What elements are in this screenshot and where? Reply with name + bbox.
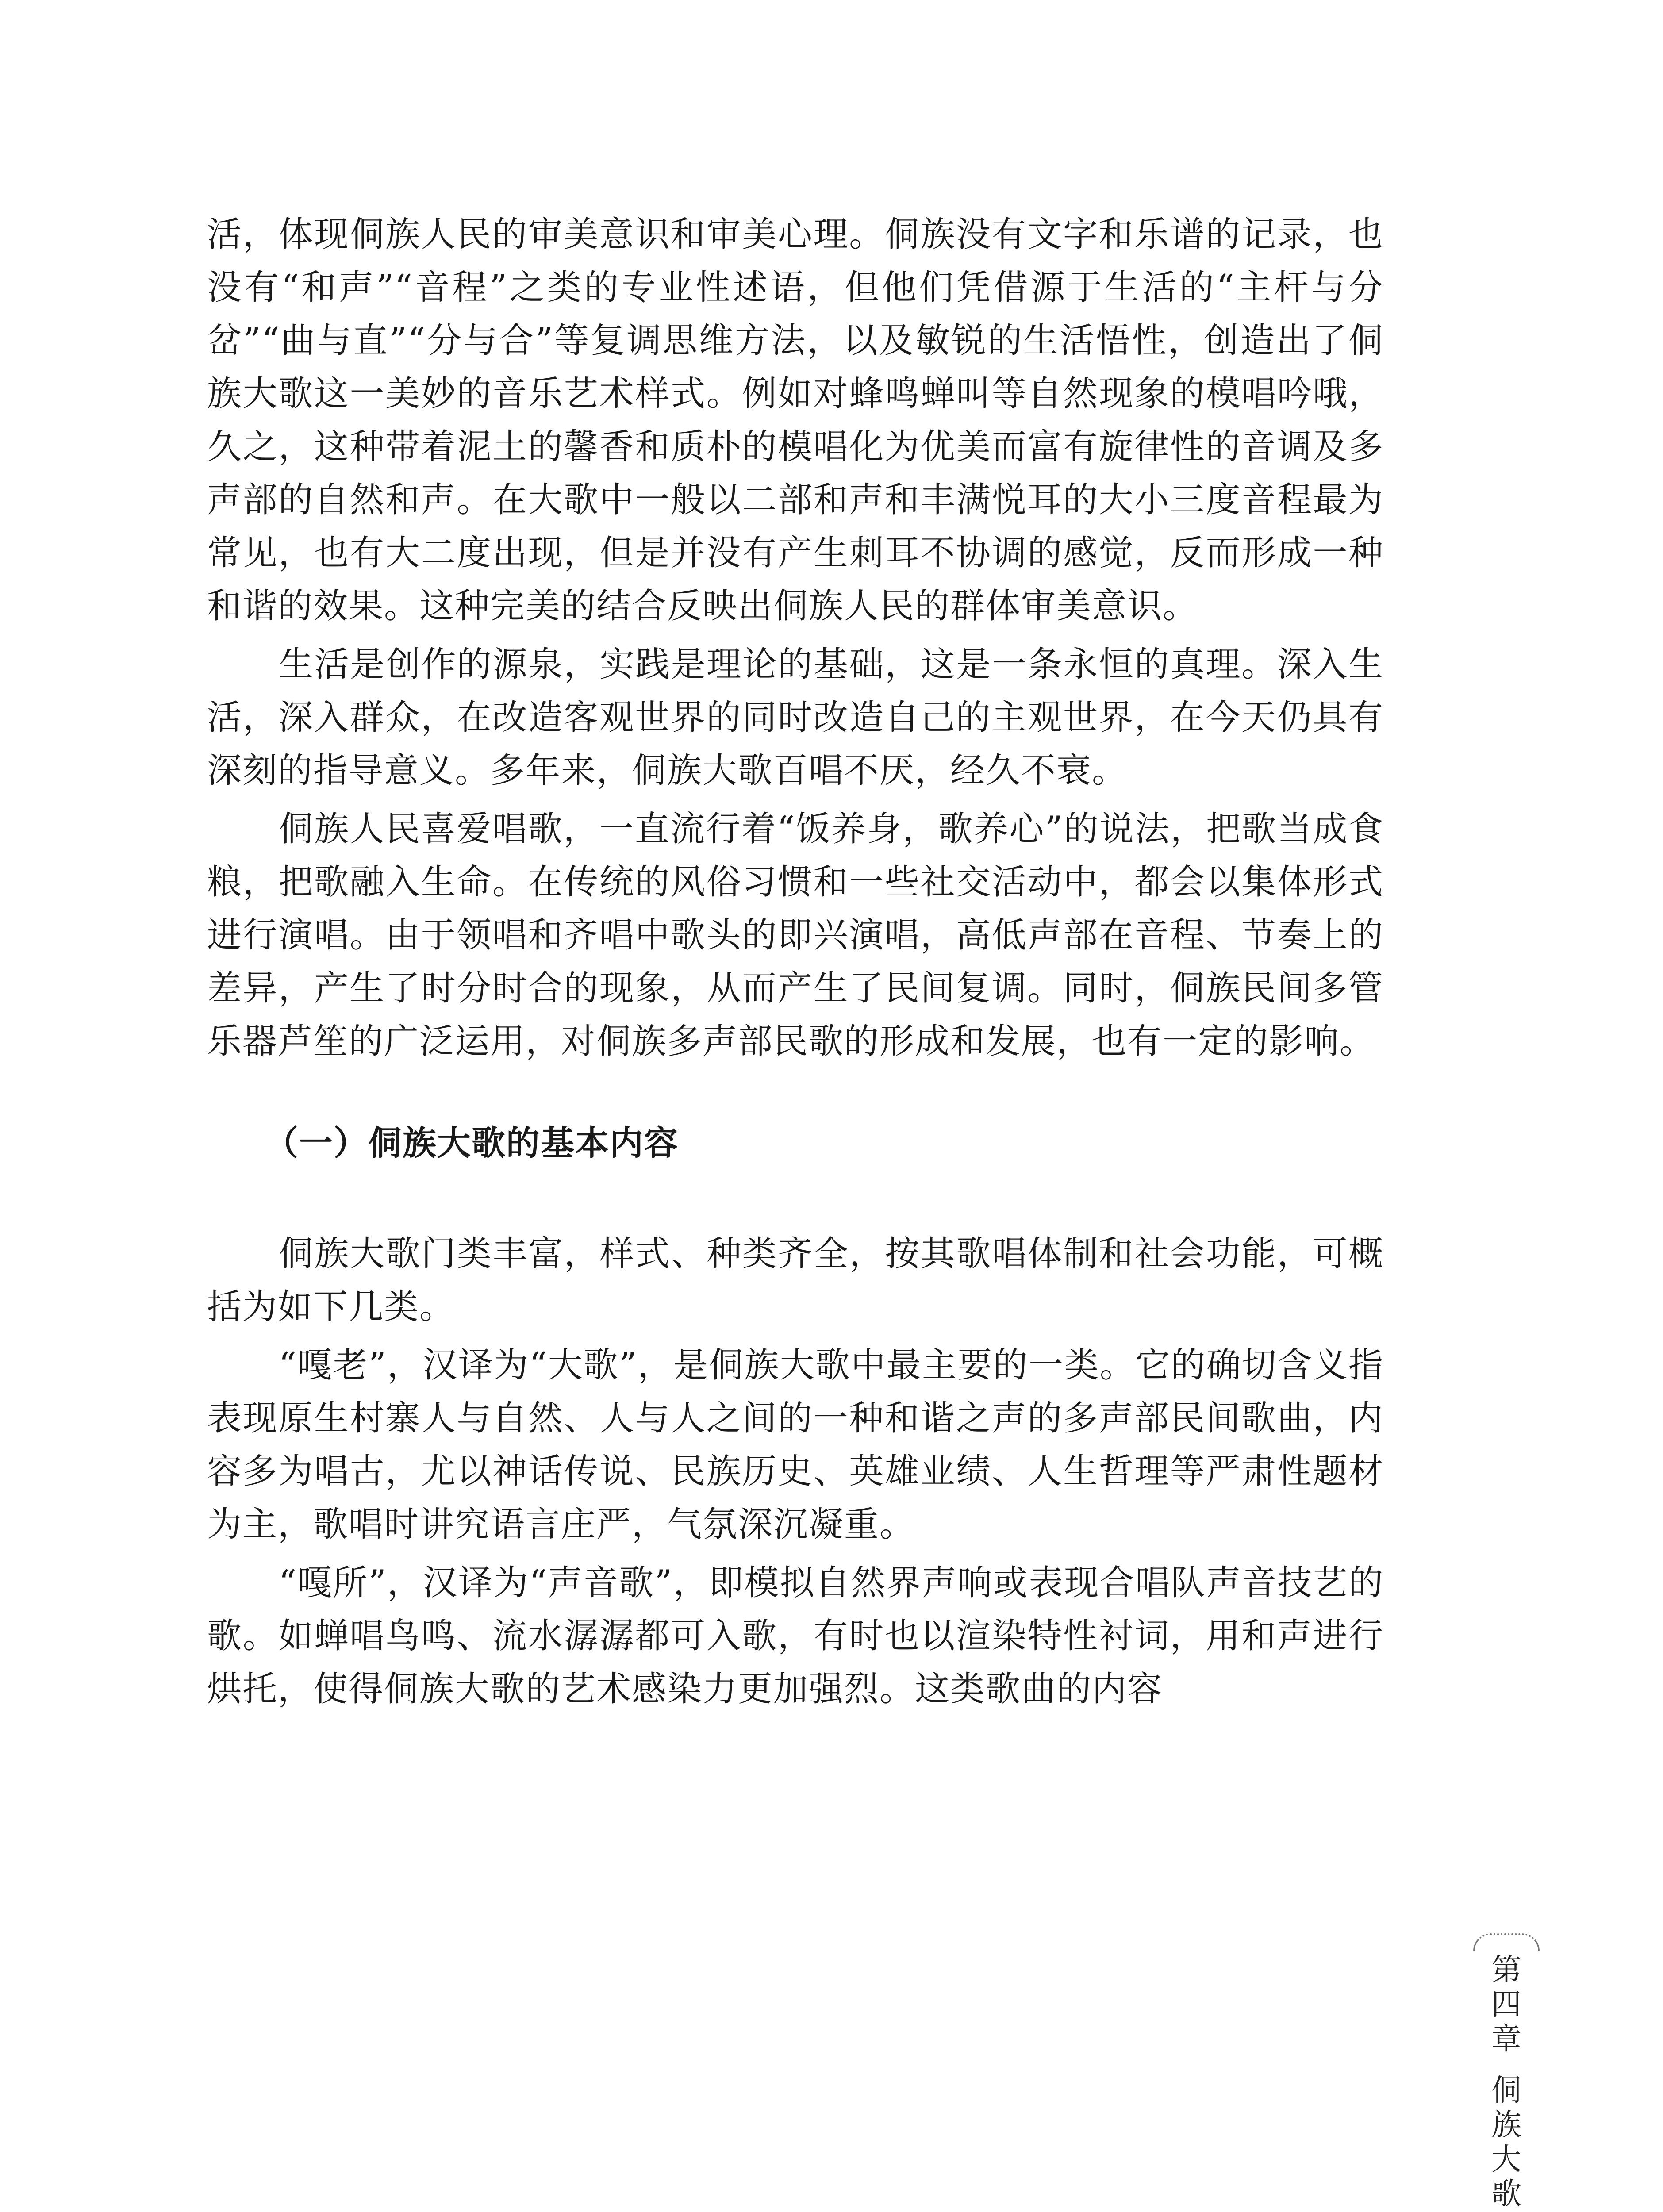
chapter-char: 四 [1491, 1987, 1521, 2022]
tab-bracket-top [1473, 1933, 1540, 1951]
title-char: 大 [1491, 2142, 1521, 2177]
paragraph: “嘎老”，汉译为“大歌”，是侗族大歌中最主要的一类。它的确切含义指表现原生村寨人与自然、人与人之间的一种和谐之声的多声部民间歌曲，内容多为唱古，尤以神话传说、民族历史、英雄业绩、人生哲理等严肃性题材为主，歌唱时讲究语言庄严，气氛深沉凝重。 [207, 1345, 1384, 1544]
title-char: 侗 [1491, 2073, 1521, 2108]
paragraph: 侗族人民喜爱唱歌，一直流行着“饭养身，歌养心”的说法，把歌当成食粮，把歌融入生命。在传统的风俗习惯和一些社交活动中，都会以集体形式进行演唱。由于领唱和齐唱中歌头的即兴演唱，高低声部在音程、节奏上的差异，产生了时分时合的现象，从而产生了民间复调。同时，侗族民间多管乐器芦笙的广泛运用，对侗族多声部民歌的形成和发展，也有一定的影响。 [207, 809, 1384, 1061]
chapter-label [1473, 1953, 1540, 2212]
paragraph-continued: 活，体现侗族人民的审美意识和审美心理。侗族没有文字和乐谱的记录，也没有“和声”“音程”之类的专业性述语，但他们凭借源于生活的“主杆与分岔”“曲与直”“分与合”等复调思维方法，以及敏锐的生活悟性，创造出了侗族大歌这一美妙的音乐艺术样式。例如对蜂鸣蝉叫等自然现象的模唱吟哦，久之，这种带着泥土的馨香和质朴的模唱化为优美而富有旋律性的音调及多声部的自然和声。在大歌中一般以二部和声和丰满悦耳的大小三度音程最为常见，也有大二度出现，但是并没有产生刺耳不协调的感觉，反而形成一种和谐的效果。这种完美的结合反映出侗族人民的群体审美意识。 [207, 215, 1384, 626]
title-char: 歌 [1491, 2177, 1521, 2212]
title-char: 族 [1491, 2108, 1521, 2143]
chapter-char: 章 [1491, 2022, 1521, 2057]
chapter-char: 第 [1491, 1953, 1521, 1988]
paragraph: 生活是创作的源泉，实践是理论的基础，这是一条永恒的真理。深入生活，深入群众，在改造客观世界的同时改造自己的主观世界，在今天仍具有深刻的指导意义。多年来，侗族大歌百唱不厌，经久不衰。 [207, 645, 1384, 791]
chapter-side-tab [1473, 1902, 1540, 2212]
body-text [207, 208, 1384, 1721]
paragraph: “嘎所”，汉译为“声音歌”，即模拟自然界声响或表现合唱队声音技艺的歌。如蝉唱鸟鸣、流水潺潺都可入歌，有时也以渲染特性衬词，用和声进行烘托，使得侗族大歌的艺术感染力更加强烈。这类歌曲的内容 [207, 1563, 1384, 1709]
paragraph: 侗族大歌门类丰富，样式、种类齐全，按其歌唱体制和社会功能，可概括为如下几类。 [207, 1234, 1384, 1327]
section-heading: （一）侗族大歌的基本内容 [265, 1123, 679, 1163]
